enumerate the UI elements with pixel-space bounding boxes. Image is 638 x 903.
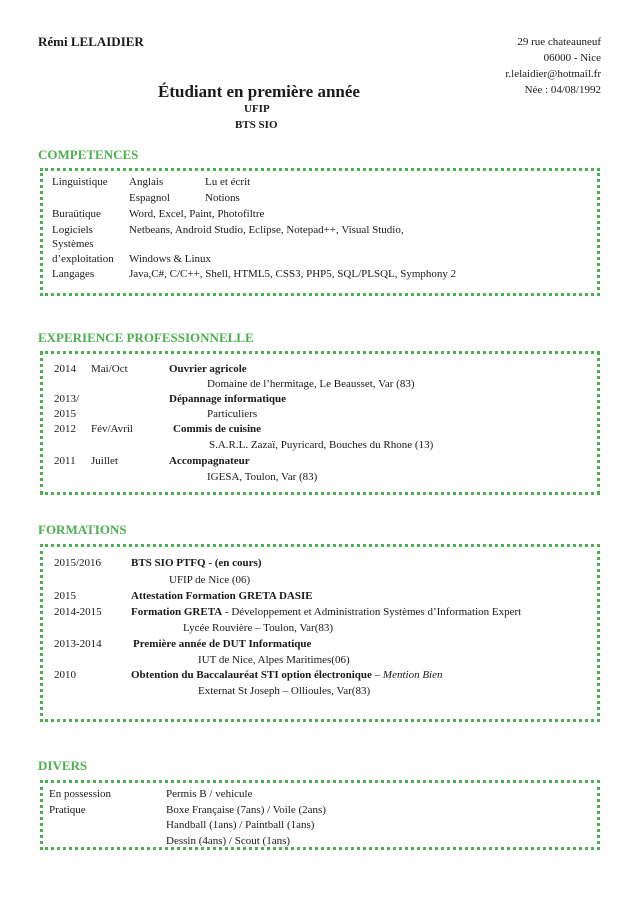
form-year: 2010 xyxy=(54,669,76,681)
divers-value: Permis B / vehicule xyxy=(166,788,253,800)
form-label: BTS SIO PTFQ - (en cours) xyxy=(131,557,262,569)
form-year: 2015 xyxy=(54,590,76,602)
comp-label-6: Langages xyxy=(52,268,95,280)
comp-label-3: Logiciels xyxy=(52,224,93,236)
divers-value: Boxe Française (7ans) / Voile (2ans) xyxy=(166,804,326,816)
exp-role: Accompagnateur xyxy=(169,455,250,467)
exp-year: 2012 xyxy=(54,423,76,435)
competences-title: COMPETENCES xyxy=(38,147,139,162)
comp-label-0: Linguistique xyxy=(52,176,108,188)
exp-role: Dépannage informatique xyxy=(169,393,287,405)
form-year: 2014-2015 xyxy=(54,606,102,618)
form-label-rest: - Développement et Administration Systèmes d’Information Expert xyxy=(222,606,522,618)
exp-period: Mai/Oct xyxy=(91,363,128,375)
form-place: Externat St Joseph – Ollioules, Var(83) xyxy=(198,685,371,697)
exp-place: IGESA, Toulon, Var (83) xyxy=(207,471,318,483)
exp-year-end: 2015 xyxy=(54,408,76,420)
comp-label-5: d’exploitation xyxy=(52,253,114,265)
exp-period: Fév/Avril xyxy=(91,423,133,435)
form-year: 2013-2014 xyxy=(54,638,102,650)
form-label: Attestation Formation GRETA DASIE xyxy=(131,590,313,602)
form-place: Lycée Rouvière – Toulon, Var(83) xyxy=(183,622,334,634)
comp-value-5: Windows & Linux xyxy=(129,253,212,265)
comp-value-1: Espagnol xyxy=(129,192,170,204)
experience-box xyxy=(40,351,600,495)
comp-extra-0: Lu et écrit xyxy=(205,176,251,188)
exp-period: Juillet xyxy=(91,455,118,467)
form-label-rest: – xyxy=(371,669,383,681)
address-line1: 29 rue chateauneuf xyxy=(517,36,601,48)
exp-place: Particuliers xyxy=(207,408,258,420)
form-place: UFIP de Nice (06) xyxy=(169,574,251,586)
birth-date: Née : 04/08/1992 xyxy=(524,84,601,96)
candidate-name: Rémi LELAIDIER xyxy=(38,34,144,49)
divers-box xyxy=(40,780,600,850)
comp-value-2: Word, Excel, Paint, Photofiltre xyxy=(129,208,265,220)
form-label-line xyxy=(131,669,442,681)
cv-title: Étudiant en première année xyxy=(158,82,360,101)
form-label-line xyxy=(131,606,521,618)
program-name: BTS SIO xyxy=(235,119,278,131)
divers-label: En possession xyxy=(49,788,112,800)
comp-label-4: Systèmes xyxy=(52,238,94,250)
formations-box xyxy=(40,544,600,722)
comp-value-3: Netbeans, Android Studio, Eclipse, Notepad++, Visual Studio, xyxy=(129,224,404,236)
divers-title: DIVERS xyxy=(38,758,88,773)
exp-year: 2014 xyxy=(54,363,76,375)
form-year: 2015/2016 xyxy=(54,557,102,569)
address-line2: 06000 - Nice xyxy=(543,52,601,64)
divers-value: Handball (1ans) / Paintball (1ans) xyxy=(166,819,315,831)
exp-year: 2011 xyxy=(54,455,76,467)
exp-year: 2013/ xyxy=(54,393,80,405)
form-mention: Mention Bien xyxy=(382,669,443,681)
form-label: Obtention du Baccalauréat STI option électronique xyxy=(131,669,372,681)
divers-value: Dessin (4ans) / Scout (1ans) xyxy=(166,835,291,847)
competences-box xyxy=(40,168,600,296)
comp-label-2: Buraütique xyxy=(52,208,101,220)
comp-value-6: Java,C#, C/C++, Shell, HTML5, CSS3, PHP5, SQL/PLSQL, Symphony 2 xyxy=(129,268,457,280)
divers-label: Pratique xyxy=(49,804,86,816)
comp-extra-1: Notions xyxy=(205,192,240,204)
school-name: UFIP xyxy=(244,103,270,115)
experience-title: EXPERIENCE PROFESSIONNELLE xyxy=(38,330,254,345)
exp-place: S.A.R.L. Zazaï, Puyricard, Bouches du Rhone (13) xyxy=(209,439,434,451)
exp-role: Ouvrier agricole xyxy=(169,363,247,375)
exp-role: Commis de cuisine xyxy=(173,423,261,435)
comp-value-0: Anglais xyxy=(129,176,164,188)
form-place: IUT de Nice, Alpes Maritimes(06) xyxy=(198,654,350,666)
email: r.lelaidier@hotmail.fr xyxy=(505,68,601,80)
form-label: Formation GRETA xyxy=(131,606,223,618)
form-label: Première année de DUT Informatique xyxy=(133,638,312,650)
formations-title: FORMATIONS xyxy=(38,522,127,537)
exp-place: Domaine de l’hermitage, Le Beausset, Var (83) xyxy=(207,378,415,390)
